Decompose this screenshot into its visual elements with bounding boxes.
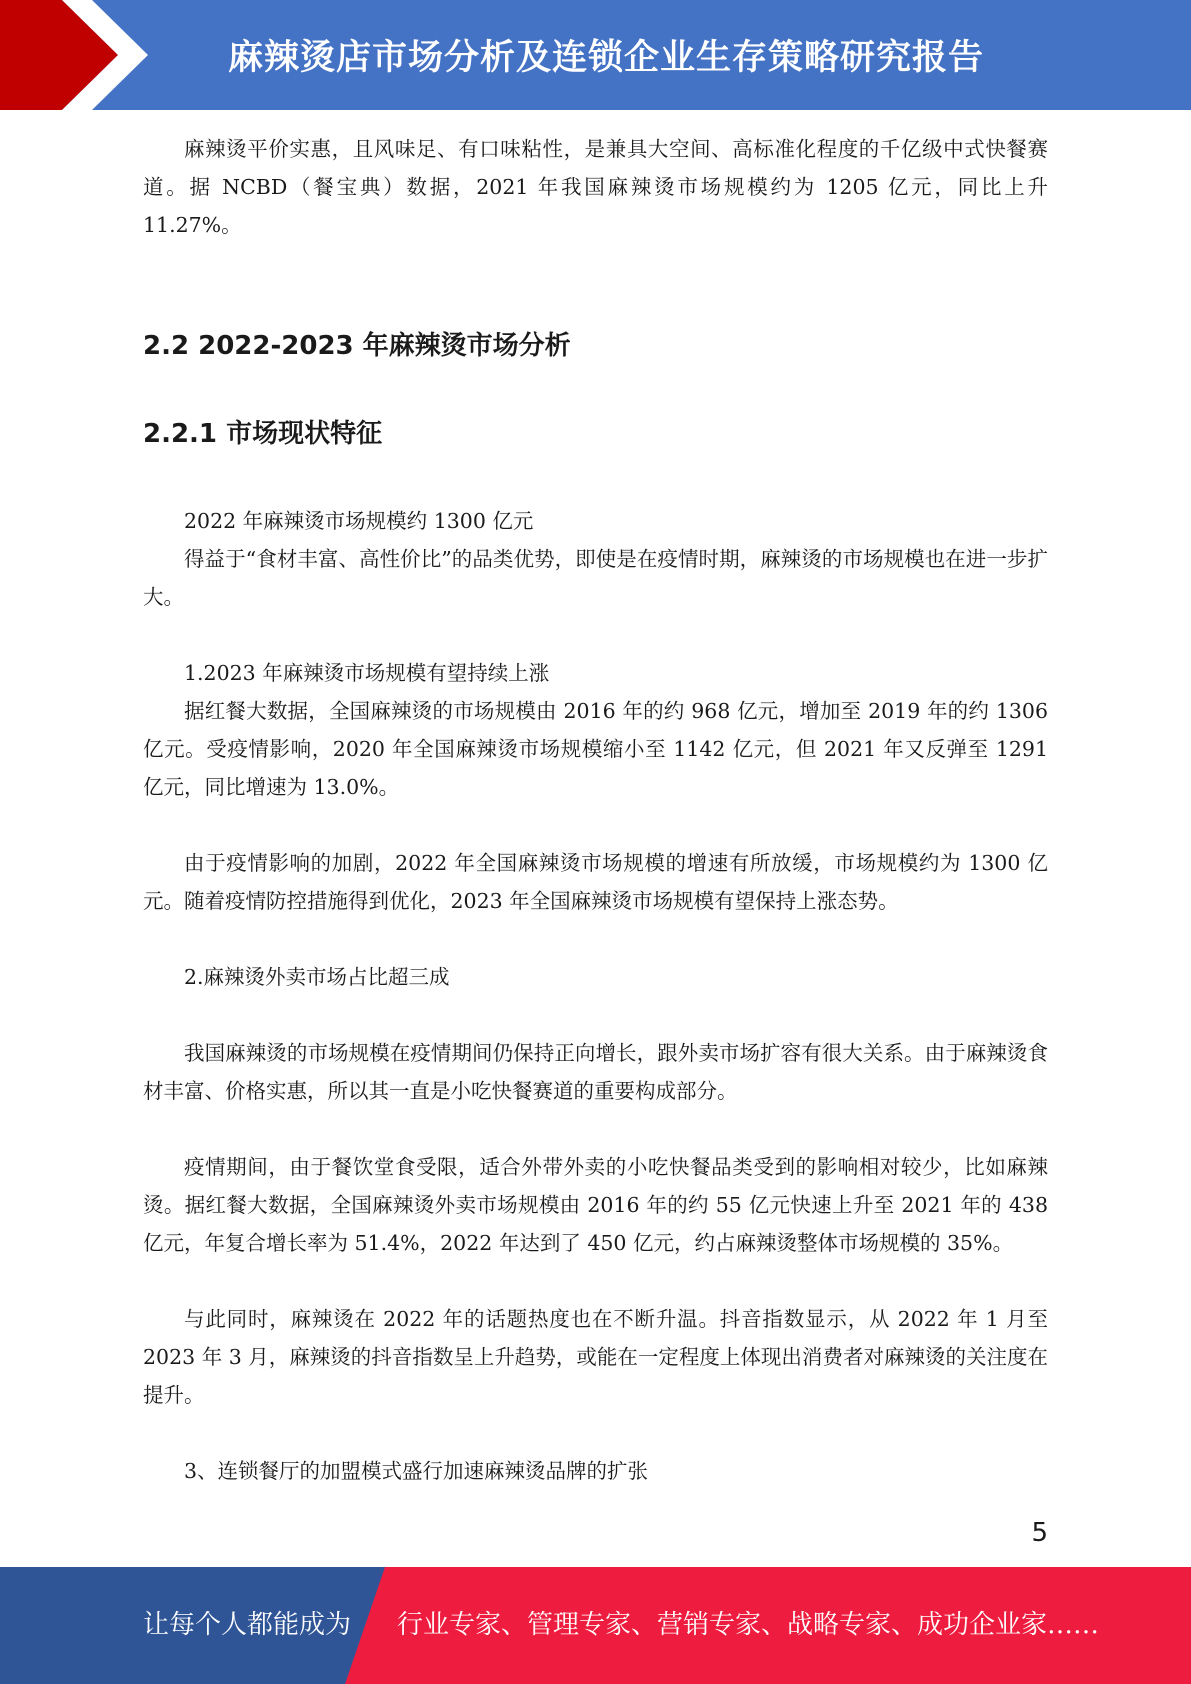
- subheading-1: 1.2023 年麻辣烫市场规模有望持续上涨: [184, 661, 550, 685]
- paragraph: 2022 年麻辣烫市场规模约 1300 亿元: [184, 509, 534, 533]
- intro-paragraph: 麻辣烫平价实惠，且风味足、有口味粘性，是兼具大空间、高标准化程度的千亿级中式快餐赛道。据 NCBD（餐宝典）数据，2021 年我国麻辣烫市场规模约为 1205 亿元，同比上升 11.27%。: [143, 137, 1048, 237]
- paragraph: 据红餐大数据，全国麻辣烫的市场规模由 2016 年的约 968 亿元，增加至 2019 年的约 1306 亿元。受疫情影响，2020 年全国麻辣烫市场规模缩小至 1142 亿元，但 2021 年又反弹至 1291 亿元，同比增速为 13.0%。: [143, 699, 1048, 799]
- document-title: 麻辣烫店市场分析及连锁企业生存策略研究报告: [228, 38, 985, 78]
- page-header: [0, 0, 1191, 110]
- paragraph: 与此同时，麻辣烫在 2022 年的话题热度也在不断升温。抖音指数显示，从 2022 年 1 月至 2023 年 3 月，麻辣烫的抖音指数呈上升趋势，或能在一定程度上体现出消费者对麻辣烫的关注度在提升。: [143, 1307, 1048, 1407]
- subheading-3: 3、连锁餐厅的加盟模式盛行加速麻辣烫品牌的扩张: [184, 1459, 649, 1483]
- red-chevron-decoration: [0, 0, 160, 110]
- paragraph: 由于疫情影响的加剧，2022 年全国麻辣烫市场规模的增速有所放缓，市场规模约为 1300 亿元。随着疫情防控措施得到优化，2023 年全国麻辣烫市场规模有望保持上涨态势。: [143, 851, 1048, 913]
- paragraph: 我国麻辣烫的市场规模在疫情期间仍保持正向增长，跟外卖市场扩容有很大关系。由于麻辣烫食材丰富、价格实惠，所以其一直是小吃快餐赛道的重要构成部分。: [143, 1041, 1048, 1103]
- page-content: [143, 130, 1048, 1490]
- section-heading-2-2: 2.2 2022-2023 年麻辣烫市场分析: [143, 331, 571, 361]
- section-heading-2-2-1: 2.2.1 市场现状特征: [143, 419, 383, 449]
- page-footer: [0, 1567, 1191, 1684]
- paragraph: 得益于“食材丰富、高性价比”的品类优势，即使是在疫情时期，麻辣烫的市场规模也在进一步扩大。: [143, 547, 1048, 609]
- paragraph: 疫情期间，由于餐饮堂食受限，适合外带外卖的小吃快餐品类受到的影响相对较少，比如麻辣烫。据红餐大数据，全国麻辣烫外卖市场规模由 2016 年的约 55 亿元快速上升至 2021 年的 438 亿元，年复合增长率为 51.4%，2022 年达到了 450 亿元，约占麻辣烫整体市场规模的 35%。: [143, 1155, 1048, 1255]
- footer-slogan-right: 行业专家、管理专家、营销专家、战略专家、成功企业家……: [397, 1610, 1100, 1640]
- subheading-2: 2.麻辣烫外卖市场占比超三成: [184, 965, 450, 989]
- footer-slogan-left: 让每个人都能成为: [143, 1610, 352, 1640]
- page-number: 5: [1031, 1518, 1048, 1548]
